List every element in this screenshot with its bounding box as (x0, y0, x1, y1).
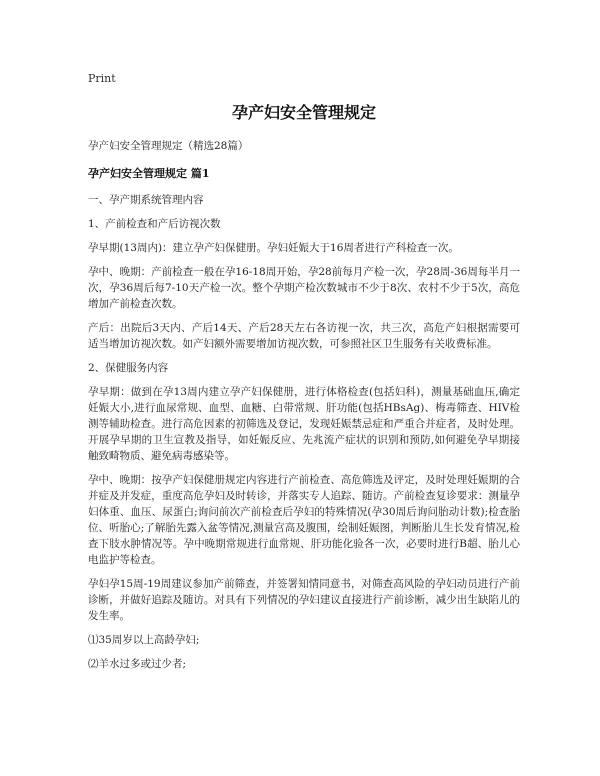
paragraph-subsection-1-title: 1、产前检查和产后访视次数 (88, 218, 221, 230)
paragraph-subsection-2-title: 2、保健服务内容 (88, 362, 169, 374)
list-item-amniotic-fluid: ⑵羊水过多或过少者; (88, 658, 187, 670)
paragraph-postpartum: 产后：出院后3天内、产后14天、产后28天左右各访视一次，共三次，高危产妇根据需要可适当增加访视次数。如产妇额外需要增加访视次数，可参照社区卫生服务有关收费标准。 (88, 322, 520, 350)
paragraph-early-care: 孕早期：做到在孕13周内建立孕产妇保健册，进行体格检查(包括妇科)，测量基础血压,确定妊娠大小,进行血尿常规、血型、血糖、白带常规、肝功能(包括HBsAg)、梅毒筛查、HIV检测等辅助检查。进行高危因素的初筛选及登记，发现妊娠禁忌症和严重合并症者，及时处理。开展孕早期的卫生宣教及指导，如妊娠反应、先兆流产症状的识别和预防,如何避免孕早期接触致畸物质、避免病毒感染等。 (88, 386, 520, 462)
document-subtitle: 孕产妇安全管理规定（精选28篇） (88, 140, 249, 152)
paragraph-mid-late-pregnancy: 孕中、晚期：产前检查一般在孕16-18周开始，孕28前每月产检一次，孕28周-36周每半月一次，孕36周后每7-10天产检一次。整个孕期产检次数城市不少于8次、农村不少于5次，高危增加产前检查次数。 (88, 266, 520, 310)
document-page (88, 72, 520, 680)
document-title: 孕产妇安全管理规定 (231, 103, 376, 122)
paragraph-mid-late-care: 孕中、晚期：按孕产妇保健册规定内容进行产前检查、高危筛选及评定，及时处理妊娠期的合并症及并发症，重度高危孕妇及时转诊，并落实专人追踪、随访。产前检查复诊要求：测量孕妇体重、血压、尿蛋白;询问前次产前检查后孕妇的特殊情况(孕30周后询问胎动计数);检查胎位、听胎心;了解胎先露入盆等情况,测量宫高及腹围，绘制妊娠图，判断胎儿生长发育情况,检查下肢水肿情况等。孕中晚期常规进行血常规、肝功能化验各一次，必要时进行B超、胎儿心电监护等检查。 (88, 474, 520, 566)
paragraph-early-pregnancy: 孕早期(13周内)：建立孕产妇保健册。孕妇妊娠大于16周者进行产科检查一次。 (88, 242, 459, 254)
list-item-advanced-age: ⑴35周岁以上高龄孕妇; (88, 634, 200, 646)
paragraph-section-1-title: 一、孕产期系统管理内容 (88, 194, 204, 206)
print-link[interactable]: Print (88, 72, 116, 85)
paragraph-prenatal-screening: 孕妇孕15周-19周建议参加产前筛查，并签署知情同意书，对筛查高风险的孕妇动员进行产前诊断，并做好追踪及随访。对具有下列情况的孕妇建议直接进行产前诊断，减少出生缺陷儿的发生率。 (88, 578, 520, 622)
section-heading: 孕产妇安全管理规定 篇1 (88, 167, 210, 180)
